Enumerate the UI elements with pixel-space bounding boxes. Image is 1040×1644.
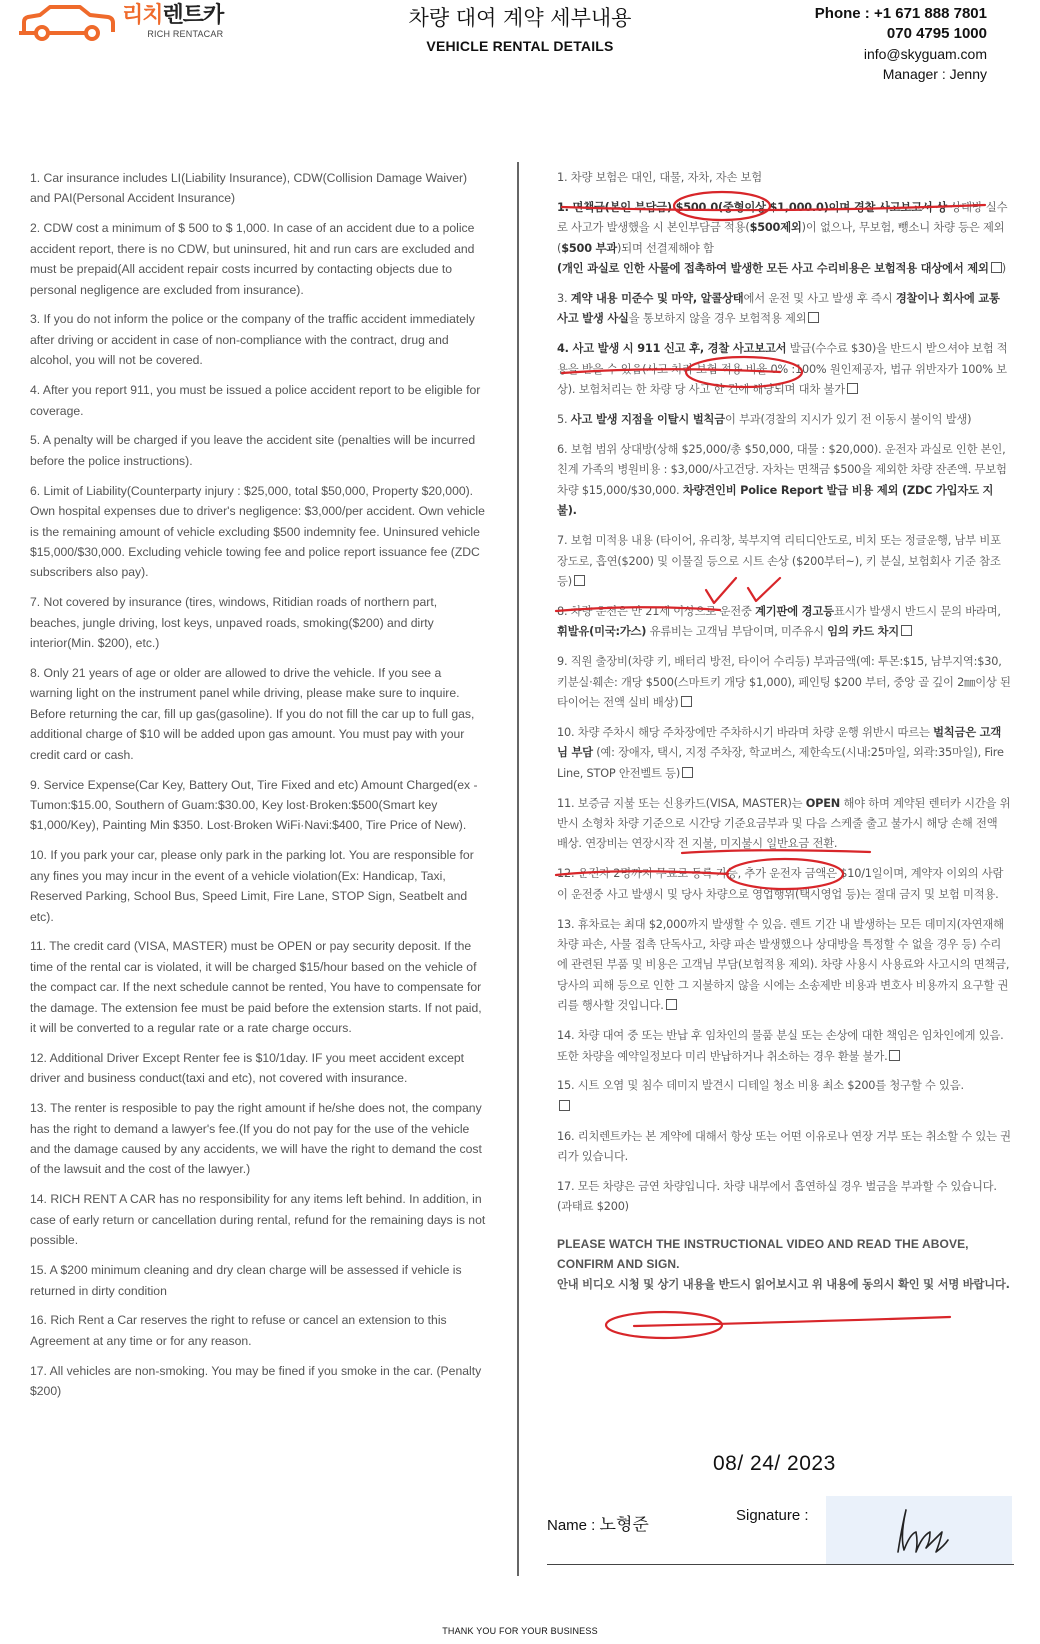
email-address: info@skyguam.com xyxy=(863,46,987,62)
term-en-10: 10. If you park your car, please only park in the parking lot. You are responsible for any fines you may incur in the event of a vehicle violation(Ex: Handicap, Taxi, Reserved Parking, School Bus, Speed Limit, Fire Lane, STOP Sign, Seatbelt and etc). xyxy=(30,848,474,924)
term-kr-2-text-4: ) xyxy=(1001,262,1006,276)
term-kr-4-text: 발급(수수료 $30)을 반드시 받으셔야 보험 적용을 받을 수 있음(사고 처리 보험 적용 비율 0% :100% 원인제공자, 법규 위반자가 100% 보상). 보험처리는 한 차량 당 사고 한 건에 해당되며 대차 불가 xyxy=(557,342,1008,397)
term-kr-8 xyxy=(557,602,1011,643)
term-kr-3-bold: 계약 내용 미준수 및 마약, 알콜상태 xyxy=(570,292,744,306)
confirm-checkbox-10[interactable] xyxy=(682,767,693,778)
term-en-3: 3. If you do not inform the police or the company of the traffic accident immediately after driving or accident in case of non-compliance with the contract, drug and alcohol, you will not be covered. xyxy=(30,312,475,368)
term-kr-2-bold-4: (개인 과실로 인한 사물에 접촉하여 발생한 모든 사고 수리비용은 보험적용 대상에서 제외 xyxy=(557,262,989,276)
term-kr-3-text: 3. xyxy=(557,292,571,306)
manager-name: Manager : Jenny xyxy=(882,66,987,82)
term-kr-13-text: 13. 휴차료는 최대 $2,000까지 발생할 수 있음. 렌트 기간 내 발생하는 모든 데미지(자연재해 차량 파손, 사물 접촉 단독사고, 차량 파손 발생했으나 상대방을 특정할 수 없을 경우 등) 수리에 관련된 부품 및 비용은 고객님 부담(보험적용 제외). 차량 사용시 사용료와 사고시의 면책금, 당사의 피해 등으로 인한 그 지불하지 않을 시에는 소송제반 비용과 변호사 비용까지 요구할 권리를 행사할 것입니다. xyxy=(557,917,1010,1013)
phone-number: Phone : +1 671 888 7801 xyxy=(814,5,987,22)
circle-mark-penalty xyxy=(606,1312,722,1338)
document-title-english: VEHICLE RENTAL DETAILS xyxy=(426,38,614,54)
term-kr-2-text: 상대방 실수로 사고가 발생했을 시 본인부담금 적용( xyxy=(557,200,1008,235)
term-kr-17: 17. 모든 차량은 금연 차량입니다. 차량 내부에서 흡연하실 경우 벌금을 부과할 수 있습니다. (과태료 $200) xyxy=(557,1180,997,1214)
signature-field[interactable] xyxy=(826,1496,1012,1564)
term-kr-3-text-2: 에서 운전 및 사고 발생 후 즉시 xyxy=(743,292,896,306)
term-kr-5-bold: 사고 발생 지점을 이탈시 벌칙금 xyxy=(570,413,725,427)
term-kr-10-text-2: (예: 장애자, 택시, 지정 주차장, 학교버스, 제한속도(시내:25마일, 외곽:35마일), Fire Line, STOP 안전벨트 등) xyxy=(557,746,1004,780)
term-en-2: 2. CDW cost a minimum of $ 500 to $ 1,000. In case of an accident due to a police accident report, there is no CDW, but uninsured, hit and run cars are excluded and must be prepaid(All accident repair costs incurred by contacting objects due to personal negligence are excluded from insurance). xyxy=(30,221,475,297)
confirm-checkbox-4[interactable] xyxy=(847,383,858,394)
term-kr-9 xyxy=(557,652,1011,713)
term-kr-10-text: 10. 차량 주차시 해당 주차장에만 주차하시기 바라며 차량 운행 위반시 따르는 xyxy=(557,725,934,739)
term-kr-5 xyxy=(557,410,1011,430)
term-en-14: 14. RICH RENT A CAR has no responsibility for any items left behind. In addition, in case of early return or cancellation during rental, refund for the remaining days is not possible. xyxy=(30,1192,486,1248)
confirm-checkbox-13[interactable] xyxy=(666,999,677,1010)
term-kr-16: 16. 리치렌트카는 본 계약에 대해서 항상 또는 어떤 이유로나 연장 거부 또는 취소할 수 있는 권리가 있습니다. xyxy=(557,1129,1011,1164)
term-kr-2-bold-2: $500제외 xyxy=(749,221,802,235)
term-kr-3-bold-2: 경찰이나 회사에 교통 사고 발생 사실 xyxy=(557,292,1000,326)
term-kr-6 xyxy=(557,440,1011,522)
term-kr-15-text: 15. 시트 오염 및 침수 데미지 발견시 디테일 청소 비용 최소 $200를 청구할 수 있음. xyxy=(557,1079,964,1093)
confirm-checkbox-2[interactable] xyxy=(991,262,1002,273)
logo-wordmark-dark: 렌트카 xyxy=(162,3,224,28)
logo-subtitle: RICH RENTACAR xyxy=(147,29,224,39)
signature-label: Signature : xyxy=(736,1507,809,1524)
term-kr-5-text-2: 이 부과(경찰의 지시가 있기 전 이동시 불이익 발생) xyxy=(724,413,972,427)
term-kr-2 xyxy=(557,198,1011,280)
confirm-checkbox-7[interactable] xyxy=(574,575,585,586)
term-kr-12: 12. 운전자 2명까지 무료로 등록 가능, 추가 운전자 금액은 $10/1일이며, 계약자 이외의 사람이 운전중 사고 발생시 및 당사 차량으로 영업행위(택시영업 등)는 절대 금지 및 보험 미적용. xyxy=(557,867,1004,901)
term-kr-1: 1. 차량 보험은 대인, 대물, 자차, 자손 보험 xyxy=(557,171,762,184)
term-kr-2-bold: 1. 면책금(본인 부담금) $500.0(중형이상 $1,000.0)이며 경찰 사고보고서 상 xyxy=(557,200,947,214)
column-divider xyxy=(517,162,519,1576)
term-kr-9-text: 9. 직원 출장비(차량 키, 배터리 방전, 타이어 수리등) 부과금액(예: 투몬:$15, 남부지역:$30, 키분실·훼손: 개당 $500(스마트키 개당 $1,000), 페인팅 $200 부터, 중앙 골 깊이 2㎜이상 된 타이어는 전액 실비 배상) xyxy=(557,655,1011,709)
name-label: Name : xyxy=(547,1517,596,1534)
term-en-11: 11. The credit card (VISA, MASTER) must be OPEN or pay security deposit. If the time of the rental car is violated, it will be charged $15/hour based on the vehicle of the compact car. If the next schedule cannot be rented, You have to compensate for the damage. The extension fee must be paid before the extension starts. If not paid, it will be converted to a regular rate or a rate charge occurs. xyxy=(30,939,482,1036)
name-value: 노형준 xyxy=(599,1515,649,1535)
footer-thanks: THANK YOU FOR YOUR BUSINESS xyxy=(442,1626,598,1636)
term-kr-8-text: 8. 차량 운전은 만 21세 이상으로 운전중 xyxy=(557,604,756,618)
term-kr-8-bold-3: 임의 카드 차지 xyxy=(827,625,900,639)
term-kr-11-text: 11. 보증금 지불 또는 신용카드(VISA, MASTER)는 xyxy=(557,796,806,810)
contact-block xyxy=(815,4,987,84)
confirm-checkbox-14[interactable] xyxy=(889,1050,900,1061)
renter-name-field[interactable] xyxy=(547,1510,649,1535)
term-en-4: 4. After you report 911, you must be issued a police accident report to be eligible for coverage. xyxy=(30,383,481,418)
term-kr-4-bold: 4. 사고 발생 시 911 신고 후, 경찰 사고보고서 xyxy=(557,342,787,356)
term-kr-8-text-2: 표시가 발생시 반드시 문의 바라며, xyxy=(833,604,1001,618)
term-kr-13 xyxy=(557,915,1011,1017)
term-en-17: 17. All vehicles are non-smoking. You may be fined if you smoke in the car. (Penalty $200) xyxy=(30,1363,482,1399)
signature-underline xyxy=(547,1564,1014,1565)
term-en-12: 12. Additional Driver Except Renter fee is $10/1day. IF you meet accident except driver and business conduct(taxi and etc), not covered with insurance. xyxy=(30,1050,465,1086)
term-kr-8-bold-2: 휘발유(미국:가스) xyxy=(557,625,647,639)
english-terms-column xyxy=(30,168,486,1411)
term-kr-2-bold-3: $500 부과 xyxy=(561,241,618,255)
term-kr-8-bold: 계기판에 경고등 xyxy=(755,604,834,618)
term-kr-15 xyxy=(557,1076,1011,1117)
term-kr-14-text: 14. 차량 대여 중 또는 반납 후 임차인의 물품 분실 또는 손상에 대한 책임은 임차인에게 있음. 또한 차량을 예약일정보다 미리 반납하거나 취소하는 경우 환불 불가. xyxy=(557,1029,1004,1063)
term-en-7: 7. Not covered by insurance (tires, windows, Ritidian roads of northern part, beaches, jungle driving, lost keys, unpaved roads, smoking($200) and dirty interior(Min. $200), etc.) xyxy=(30,595,438,651)
confirm-checkbox-8[interactable] xyxy=(901,625,912,636)
term-en-5: 5. A penalty will be charged if you leave the accident site (penalties will be incurred before the police instructions). xyxy=(30,433,476,468)
term-kr-14 xyxy=(557,1026,1011,1067)
term-kr-6-text: 6. 보험 범위 상대방(상해 $25,000/총 $50,000, 대물 : $20,000). 운전자 과실로 인한 본인, 친계 가족의 병원비용 : $3,000/사고건당. 자차는 면책금 $500을 제외한 차량 잔존액. 무보험 차량 $15,000/$30,000. xyxy=(557,442,1007,497)
watch-instruction-english: PLEASE WATCH THE INSTRUCTIONAL VIDEO AND READ THE ABOVE, CONFIRM AND SIGN. xyxy=(557,1236,969,1272)
confirm-checkbox-9[interactable] xyxy=(681,696,692,707)
term-en-15: 15. A $200 minimum cleaning and dry clean charge will be assessed if vehicle is returned in dirty condition xyxy=(30,1263,462,1298)
korean-terms-column xyxy=(557,168,1011,1305)
term-en-16: 16. Rich Rent a Car reserves the right to refuse or cancel an extension to this Agreement at any time or for any reason. xyxy=(30,1313,447,1348)
logo-wordmark-orange: 리치 xyxy=(122,3,163,28)
term-en-6: 6. Limit of Liability(Counterparty injury : $25,000, total $50,000, Property $20,000). Own hospital expenses due to driver's negligence: $3,000/per accident. Own vehicle is the remaining amount of vehicle excluding $500 indemnity fee. Uninsured vehicle $15,000/$30,000. Excluding vehicle towing fee and police report issuance fee (ZDC subscribers also pay). xyxy=(30,483,485,580)
term-kr-11-text-2: 해야 하며 계약된 렌터카 시간을 위반시 소형차 차량 기준으로 시간당 기준요금부과 및 다음 스케줄 출고 불가시 해당 손해 전액 배상. 연장비는 연장시작 전 지불, 미지불시 일반요금 전환. xyxy=(557,796,1011,851)
confirm-checkbox-3[interactable] xyxy=(808,312,819,323)
watch-instruction-korean: 안내 비디오 시청 및 상기 내용을 반드시 읽어보시고 위 내용에 동의시 확인 및 서명 바랍니다. xyxy=(557,1277,1010,1291)
document-title-korean: 차량 대여 계약 세부내용 xyxy=(408,6,632,30)
term-kr-7-text: 7. 보험 미적용 내용 (타이어, 유리창, 북부지역 리티디안도로, 비치 또는 정글운행, 남부 비포장도로, 흡연($200) 및 이물질 등으로 시트 손상 ($200부터~), 키 분실, 보험회사 기준 참조 등) xyxy=(557,534,1001,588)
term-kr-7 xyxy=(557,531,1011,592)
term-en-1: 1. Car insurance includes LI(Liability Insurance), CDW(Collision Damage Waiver) and PAI(Personal Accident Insurance) xyxy=(30,171,468,206)
term-kr-10 xyxy=(557,723,1011,784)
document-header xyxy=(0,0,1040,100)
term-kr-3-text-3: 을 통보하지 않을 경우 보험적용 제외 xyxy=(628,312,807,326)
term-kr-8-text-3: 유류비는 고객님 부담이며, 미주유시 xyxy=(646,625,828,639)
term-kr-10-bold: 벌칙금은 고객님 부담 xyxy=(557,725,1002,760)
signing-date: 08/ 24/ 2023 xyxy=(713,1452,836,1475)
term-en-8: 8. Only 21 years of age or older are allowed to drive the vehicle. If you see a warning light on the instrument panel while driving, please make sure to inquire. Before returning the car, fill up gas(gasoline). If you do not fill the car up to full gas, additional charge of $10 will be added upon gas amount. You must pay with your credit card or cash. xyxy=(30,666,475,762)
term-kr-2-text-2: )이 없으나, 무보험, 뺑소니 차량 등은 제외( xyxy=(557,221,1005,255)
phone-number-2: 070 4795 1000 xyxy=(886,25,987,42)
term-kr-2-text-3: )되며 선결제해야 함 xyxy=(617,241,714,255)
term-kr-11 xyxy=(557,794,1011,855)
term-kr-4 xyxy=(557,339,1011,400)
term-kr-11-bold: OPEN xyxy=(805,796,841,810)
term-kr-5-text: 5. xyxy=(557,413,571,427)
term-kr-3 xyxy=(557,289,1011,330)
term-en-9: 9. Service Expense(Car Key, Battery Out, Tire Fixed and etc) Amount Charged(ex - Tumon:$15.00, Southern of Guam:$30.00, Key lost·Broken:$500(Smart key $1,000/Key), Painting Min $350. Lost·Broken WiFi·Navi:$400, Tire Price of New). xyxy=(30,777,478,833)
term-en-13: 13. The renter is resposible to pay the right amount if he/she does not, the company has the right to demand a lawyer's fee.(If you do not pay for the use of the vehicle and the damage caused by any accidents, we will have the right to demand the cost of the lawsuit and the cost of the lawyer.) xyxy=(30,1101,482,1177)
confirm-checkbox-15[interactable] xyxy=(559,1100,570,1111)
term-kr-6-bold: 차량견인비 Police Report 발급 비용 제외 (ZDC 가입자도 지불). xyxy=(557,483,994,518)
underline-mark-17 xyxy=(634,1317,950,1326)
handwritten-signature xyxy=(826,1496,1012,1564)
